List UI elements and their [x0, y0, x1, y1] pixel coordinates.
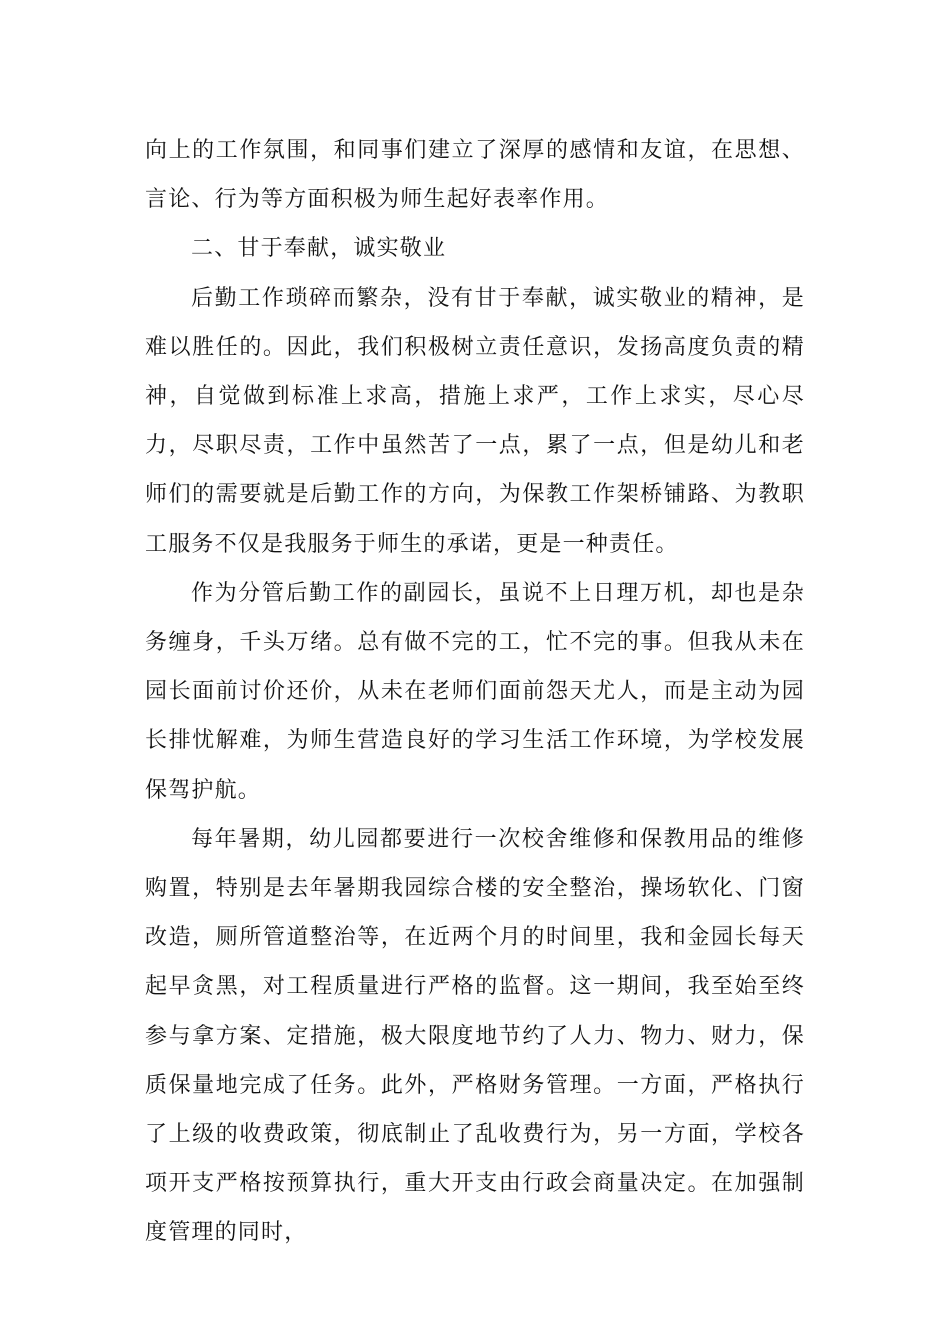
paragraph-vice-principal: 作为分管后勤工作的副园长，虽说不上日理万机，却也是杂务缠身，千头万绪。总有做不完的工，忙不完的事。但我从未在园长面前讨价还价，从未在老师们面前怨天尤人，而是主动为园长排忧解难，为师生营造良好的学习生活工作环境，为学校发展保驾护航。: [145, 580, 805, 803]
paragraph-logistics-work: 后勤工作琐碎而繁杂，没有甘于奉献，诚实敬业的精神，是难以胜任的。因此，我们积极树立责任意识，发扬高度负责的精神，自觉做到标准上求高，措施上求严，工作上求实，尽心尽力，尽职尽责，工作中虽然苦了一点，累了一点，但是幼儿和老师们的需要就是后勤工作的方向，为保教工作架桥铺路、为教职工服务不仅是我服务于师生的承诺，更是一种责任。: [145, 285, 805, 557]
document-page: [145, 126, 805, 1258]
paragraph-continuation: 向上的工作氛围，和同事们建立了深厚的感情和友谊，在思想、言论、行为等方面积极为师生起好表率作用。: [145, 138, 805, 213]
paragraph-summer-maintenance: 每年暑期，幼儿园都要进行一次校舍维修和保教用品的维修购置，特别是去年暑期我园综合楼的安全整治，操场软化、门窗改造，厕所管道整治等，在近两个月的时间里，我和金园长每天起早贪黑，对工程质量进行严格的监督。这一期间，我至始至终参与拿方案、定措施，极大限度地节约了人力、物力、财力，保质保量地完成了任务。此外，严格财务管理。一方面，严格执行了上级的收费政策，彻底制止了乱收费行为，另一方面，学校各项开支严格按预算执行，重大开支由行政会商量决定。在加强制度管理的同时，: [145, 826, 805, 1246]
section-heading: 二、甘于奉献，诚实敬业: [191, 236, 447, 262]
